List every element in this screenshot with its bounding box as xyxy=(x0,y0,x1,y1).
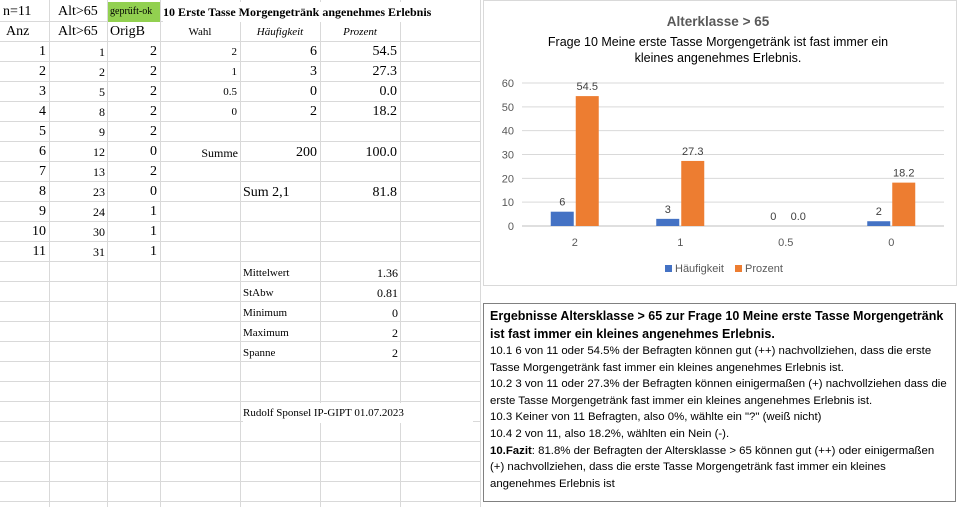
y-tick-label-40: 40 xyxy=(501,125,514,138)
x-tick-label-1: 1 xyxy=(677,237,684,249)
summe-h[interactable]: 200 xyxy=(296,145,317,160)
cell-origb-5[interactable]: 2 xyxy=(150,124,157,139)
cell-alt-3[interactable]: 5 xyxy=(99,85,105,99)
result-line-10-2: 10.2 3 von 11 oder 27.3% der Befragten können einigermaßen (+) nachvollziehen dass die erste Tasse Morgengetränk fast immer ein kleines angenehmes Erlebnis ist. xyxy=(490,378,947,407)
cell-origb-2[interactable]: 2 xyxy=(150,64,157,79)
freq-h-4[interactable]: 2 xyxy=(310,104,317,119)
cell-alt-4[interactable]: 8 xyxy=(99,105,105,119)
summe-label[interactable]: Summe xyxy=(201,146,238,160)
y-tick-label-30: 30 xyxy=(501,149,514,162)
sum21-value[interactable]: 81.8 xyxy=(372,185,397,200)
cell-alt-6[interactable]: 12 xyxy=(93,145,105,159)
legend-swatch-haeufigkeit xyxy=(665,265,672,272)
result-fazit xyxy=(490,443,949,493)
cell-anz-9[interactable]: 9 xyxy=(39,204,46,219)
cell-alt-7[interactable]: 13 xyxy=(93,165,105,179)
stat-label-spanne[interactable]: Spanne xyxy=(243,347,276,359)
bar-haeufigkeit-2[interactable] xyxy=(551,212,574,226)
bar-prozent-0[interactable] xyxy=(892,183,915,226)
y-tick-label-20: 20 xyxy=(501,173,514,186)
cell-origb-10[interactable]: 1 xyxy=(150,224,157,239)
summe-p[interactable]: 100.0 xyxy=(365,145,397,160)
subheader-haeufigkeit[interactable]: Häufigkeit xyxy=(256,26,304,38)
cell-anz-3[interactable]: 3 xyxy=(39,84,46,99)
fazit-text: : 81.8% der Befragten der Altersklasse > 65 können gut (++) oder einigermaßen (+) nachvollziehen, dass die erste Tasse Morgengetränk fast immer ein kleines angenehmes Erlebnis ist xyxy=(490,444,935,490)
cell-origb-9[interactable]: 1 xyxy=(150,204,157,219)
cell-origb-6[interactable]: 0 xyxy=(150,144,157,159)
results-textbox[interactable] xyxy=(483,303,956,502)
legend-label-prozent: Prozent xyxy=(745,263,783,275)
result-line-10-4: 10.4 2 von 11, also 18.2%, wählten ein Nein (-). xyxy=(490,427,730,440)
subheader-origb[interactable]: OrigB xyxy=(110,24,145,39)
cell-anz-1[interactable]: 1 xyxy=(39,44,46,59)
y-tick-label-0: 0 xyxy=(507,221,514,233)
cell-alt-8[interactable]: 23 xyxy=(93,185,105,199)
stat-value-spanne[interactable]: 2 xyxy=(392,346,398,360)
result-line-10-1: 10.1 6 von 11 oder 54.5% der Befragten können gut (++) nachvollziehen, dass die erste Tasse Morgengetränk fast immer ein kleines angenehmes Erlebnis ist. xyxy=(490,345,932,374)
freq-h-1[interactable]: 6 xyxy=(310,44,317,59)
cell-alt-2[interactable]: 2 xyxy=(99,65,105,79)
freq-p-2[interactable]: 27.3 xyxy=(372,64,397,79)
freq-p-3[interactable]: 0.0 xyxy=(379,84,397,99)
results-heading: Ergebnisse Altersklasse > 65 zur Frage 10 Meine erste Tasse Morgengetränk ist fast immer ein kleines angenehmes Erlebnis. xyxy=(490,309,944,341)
freq-wahl-3[interactable]: 0.5 xyxy=(223,86,237,98)
header-checked[interactable]: geprüft-ok xyxy=(108,2,160,22)
bar-prozent-1[interactable] xyxy=(681,161,704,226)
data-label-haeufigkeit-0.5: 0 xyxy=(770,211,777,223)
header-title[interactable]: 10 Erste Tasse Morgengetränk angenehmes Erlebnis xyxy=(163,2,480,22)
stat-value-stabw[interactable]: 0.81 xyxy=(377,286,398,300)
chart-title: Alterklasse > 65 xyxy=(666,14,770,29)
cell-anz-10[interactable]: 10 xyxy=(32,224,46,239)
subheader-wahl[interactable]: Wahl xyxy=(188,26,212,38)
x-tick-label-0: 0 xyxy=(888,237,895,249)
data-label-haeufigkeit-0: 2 xyxy=(875,206,882,219)
cell-alt-10[interactable]: 30 xyxy=(93,225,105,239)
chart-svg xyxy=(484,1,956,285)
cell-origb-1[interactable]: 2 xyxy=(150,44,157,59)
cell-anz-4[interactable]: 4 xyxy=(39,104,46,119)
cell-anz-8[interactable]: 8 xyxy=(39,184,46,199)
legend-label-haeufigkeit: Häufigkeit xyxy=(675,263,724,275)
header-n[interactable]: n=11 xyxy=(3,4,32,19)
y-tick-label-10: 10 xyxy=(501,197,514,210)
cell-alt-9[interactable]: 24 xyxy=(93,205,105,219)
freq-p-1[interactable]: 54.5 xyxy=(372,44,397,59)
chart-subtitle-line-1: Frage 10 Meine erste Tasse Morgengetränk ist fast immer ein xyxy=(547,35,889,49)
bar-prozent-2[interactable] xyxy=(576,96,599,226)
cell-origb-11[interactable]: 1 xyxy=(150,244,157,259)
stat-label-stabw[interactable]: StAbw xyxy=(243,287,274,299)
stat-value-maximum[interactable]: 2 xyxy=(392,326,398,340)
freq-h-3[interactable]: 0 xyxy=(310,84,317,99)
cell-origb-7[interactable]: 2 xyxy=(150,164,157,179)
cell-alt-11[interactable]: 31 xyxy=(93,245,105,259)
subheader-prozent[interactable]: Prozent xyxy=(343,26,377,38)
data-label-prozent-1: 27.3 xyxy=(682,145,704,158)
data-label-haeufigkeit-1: 3 xyxy=(664,203,671,216)
freq-wahl-2[interactable]: 1 xyxy=(231,66,237,78)
cell-anz-6[interactable]: 6 xyxy=(39,144,46,159)
cell-anz-11[interactable]: 11 xyxy=(32,244,46,259)
author-note[interactable]: Rudolf Sponsel IP-GIPT 01.07.2023 xyxy=(243,403,473,423)
cell-alt-1[interactable]: 1 xyxy=(99,45,105,59)
freq-wahl-4[interactable]: 0 xyxy=(231,106,237,118)
fazit-label: 10.Fazit xyxy=(490,444,532,457)
sum21-label[interactable]: Sum 2,1 xyxy=(243,185,290,200)
stat-label-maximum[interactable]: Maximum xyxy=(243,327,289,339)
cell-origb-8[interactable]: 0 xyxy=(150,184,157,199)
data-label-prozent-0.5: 0.0 xyxy=(790,211,806,223)
freq-h-2[interactable]: 3 xyxy=(310,64,317,79)
freq-p-4[interactable]: 18.2 xyxy=(372,104,397,119)
bar-haeufigkeit-0[interactable] xyxy=(867,221,890,226)
data-label-haeufigkeit-2: 6 xyxy=(559,196,566,209)
freq-wahl-1[interactable]: 2 xyxy=(231,46,237,58)
chart-subtitle-line-2: kleines angenehmes Erlebnis. xyxy=(634,51,802,65)
stat-value-minimum[interactable]: 0 xyxy=(392,306,398,320)
x-tick-label-0.5: 0.5 xyxy=(778,237,794,249)
legend-swatch-prozent xyxy=(735,265,742,272)
cell-anz-5[interactable]: 5 xyxy=(39,124,46,139)
data-label-prozent-0: 18.2 xyxy=(893,167,915,180)
data-label-prozent-2: 54.5 xyxy=(576,81,598,94)
cell-anz-7[interactable]: 7 xyxy=(39,164,46,179)
header-alt[interactable]: Alt>65 xyxy=(58,4,98,19)
cell-origb-3[interactable]: 2 xyxy=(150,84,157,99)
bar-haeufigkeit-1[interactable] xyxy=(656,219,679,226)
x-tick-label-2: 2 xyxy=(571,237,578,249)
subheader-alt[interactable]: Alt>65 xyxy=(58,24,98,39)
y-tick-label-60: 60 xyxy=(501,78,514,90)
bar-chart[interactable] xyxy=(483,0,957,286)
y-tick-label-50: 50 xyxy=(501,101,514,114)
cell-anz-2[interactable]: 2 xyxy=(39,64,46,79)
stat-value-mittelwert[interactable]: 1.36 xyxy=(377,266,398,280)
stat-label-mittelwert[interactable]: Mittelwert xyxy=(243,267,290,279)
cell-origb-4[interactable]: 2 xyxy=(150,104,157,119)
result-line-10-3: 10.3 Keiner von 11 Befragten, also 0%, wählte ein "?" (weiß nicht) xyxy=(490,411,822,424)
stat-label-minimum[interactable]: Minimum xyxy=(243,307,288,319)
subheader-anz[interactable]: Anz xyxy=(6,24,30,39)
cell-alt-5[interactable]: 9 xyxy=(99,125,105,139)
